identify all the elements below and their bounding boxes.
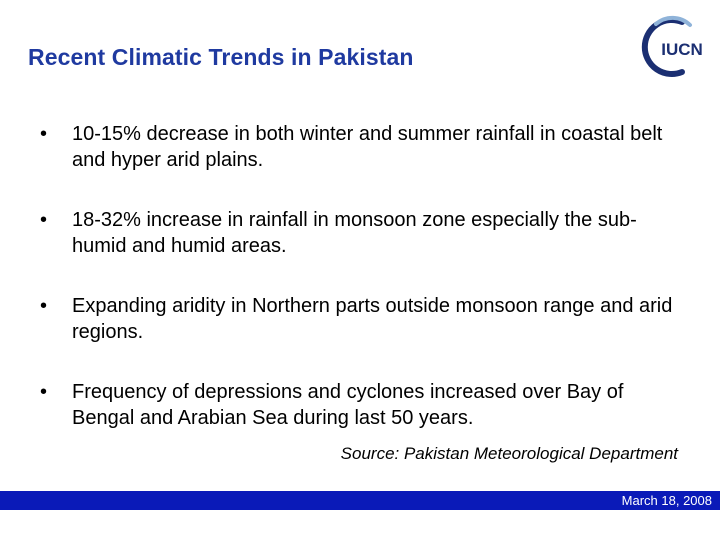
bullet-item xyxy=(40,121,680,173)
footer-date: March 18, 2008 xyxy=(621,493,712,508)
bullet-text: Expanding aridity in Northern parts outside monsoon range and arid regions. xyxy=(72,295,673,343)
bullet-list xyxy=(40,121,680,431)
bullet-marker: • xyxy=(40,295,48,317)
bullet-text: 18-32% increase in rainfall in monsoon zone especially the sub-humid and humid areas. xyxy=(72,209,637,257)
bullet-marker: • xyxy=(40,209,48,231)
bullet-item xyxy=(40,293,680,345)
bullet-marker: • xyxy=(40,381,48,403)
bullet-item xyxy=(40,379,680,431)
bullet-marker: • xyxy=(40,123,48,145)
logo-text: IUCN xyxy=(661,40,703,59)
bullet-text: 10-15% decrease in both winter and summer rainfall in coastal belt and hyper arid plains. xyxy=(72,123,663,171)
source-citation: Source: Pakistan Meteorological Department xyxy=(340,444,678,463)
iucn-logo xyxy=(638,15,710,79)
slide-title: Recent Climatic Trends in Pakistan xyxy=(28,44,414,70)
bullet-item xyxy=(40,207,680,259)
bullet-text: Frequency of depressions and cyclones increased over Bay of Bengal and Arabian Sea during last 50 years. xyxy=(72,381,624,429)
footer-bar xyxy=(0,491,720,510)
